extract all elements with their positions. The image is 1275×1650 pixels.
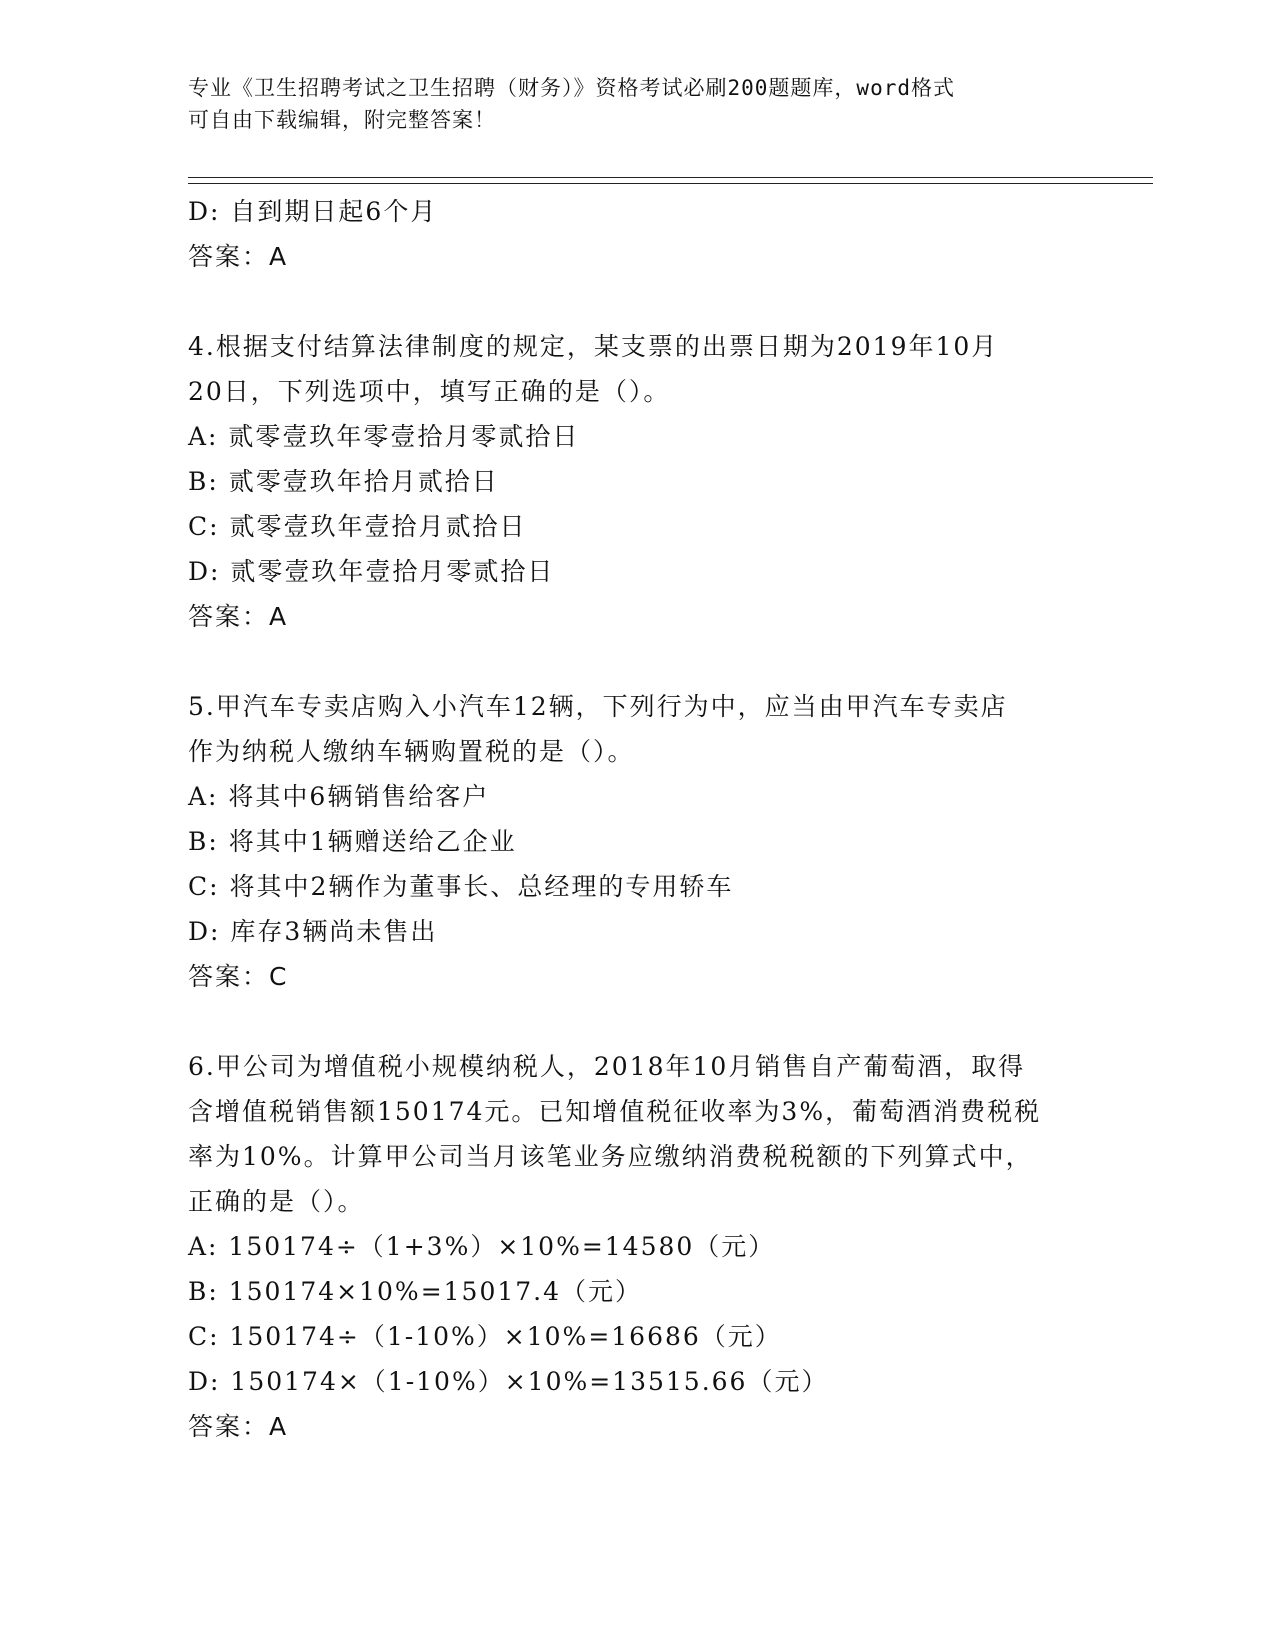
q6-option-d: D: 150174×（1-10%）×10%=13515.66（元） bbox=[188, 1367, 829, 1396]
q5-stem-line-2: 作为纳税人缴纳车辆购置税的是（）。 bbox=[188, 737, 635, 766]
spacer bbox=[188, 279, 1088, 324]
q4-option-c: C: 贰零壹玖年壹拾月贰拾日 bbox=[188, 512, 527, 541]
spacer bbox=[188, 999, 1088, 1044]
q6-option-c: C: 150174÷（1-10%）×10%=16686（元） bbox=[188, 1322, 782, 1351]
q4-option-a: A: 贰零壹玖年零壹拾月零贰拾日 bbox=[188, 422, 580, 451]
q3-option-d: D: 自到期日起6个月 bbox=[188, 197, 438, 226]
q5-option-b: B: 将其中1辆赠送给乙企业 bbox=[188, 827, 517, 856]
q6-answer: 答案：A bbox=[188, 1412, 289, 1441]
q5-option-c: C: 将其中2辆作为董事长、总经理的专用轿车 bbox=[188, 872, 734, 901]
q6-option-a: A: 150174÷（1+3%）×10%=14580（元） bbox=[188, 1232, 776, 1261]
question-content bbox=[188, 189, 1088, 1449]
spacer bbox=[188, 639, 1088, 684]
header-divider-top bbox=[188, 177, 1153, 178]
q4-stem-line-2: 20日，下列选项中，填写正确的是（）。 bbox=[188, 377, 671, 406]
header-divider-bottom bbox=[188, 183, 1153, 184]
q4-option-d: D: 贰零壹玖年壹拾月零贰拾日 bbox=[188, 557, 555, 586]
q6-stem-line-2: 含增值税销售额150174元。已知增值税征收率为3%，葡萄酒消费税税 bbox=[188, 1097, 1042, 1126]
q5-option-a: A: 将其中6辆销售给客户 bbox=[188, 782, 490, 811]
q4-answer: 答案：A bbox=[188, 602, 289, 631]
q3-answer: 答案：A bbox=[188, 242, 289, 271]
header-line-1: 专业《卫生招聘考试之卫生招聘（财务）》资格考试必刷200题题库，word格式 bbox=[188, 76, 955, 100]
q5-stem-line-1: 5.甲汽车专卖店购入小汽车12辆，下列行为中，应当由甲汽车专卖店 bbox=[188, 692, 1008, 721]
q4-option-b: B: 贰零壹玖年拾月贰拾日 bbox=[188, 467, 499, 496]
q5-option-d: D: 库存3辆尚未售出 bbox=[188, 917, 438, 946]
q4-stem-line-1: 4.根据支付结算法律制度的规定，某支票的出票日期为2019年10月 bbox=[188, 332, 999, 361]
q5-answer: 答案：C bbox=[188, 962, 289, 991]
header-line-2: 可自由下载编辑，附完整答案！ bbox=[188, 108, 496, 132]
document-header bbox=[188, 72, 1068, 136]
q6-stem-line-1: 6.甲公司为增值税小规模纳税人，2018年10月销售自产葡萄酒，取得 bbox=[188, 1052, 1026, 1081]
q6-stem-line-4: 正确的是（）。 bbox=[188, 1187, 365, 1216]
q6-option-b: B: 150174×10%=15017.4（元） bbox=[188, 1277, 643, 1306]
q6-stem-line-3: 率为10%。计算甲公司当月该笔业务应缴纳消费税税额的下列算式中， bbox=[188, 1142, 1033, 1171]
